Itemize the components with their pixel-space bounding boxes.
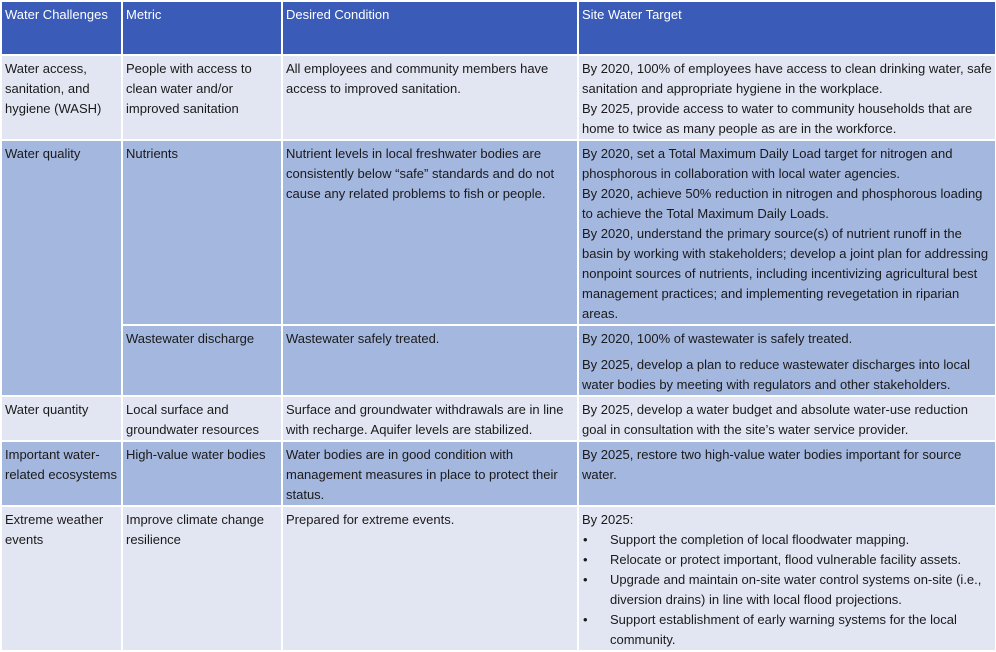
header-site-water-target: Site Water Target	[578, 1, 996, 55]
target-text: By 2025, develop a plan to reduce wastewater discharges into local water bodies by meeting with regulators and other stakeholders.	[582, 357, 971, 392]
target-text: By 2020, 100% of wastewater is safely treated.	[582, 331, 853, 346]
metric-cell: Wastewater discharge	[122, 325, 282, 396]
metric-cell: Improve climate change resilience	[122, 506, 282, 651]
bullet-text: Support the completion of local floodwater mapping.	[610, 532, 910, 547]
target-cell	[578, 55, 996, 140]
bullet-text: Support establishment of early warning systems for the local community.	[610, 612, 957, 647]
metric-cell: High-value water bodies	[122, 441, 282, 506]
challenge-cell: Water quantity	[1, 396, 122, 441]
bullet-icon: •	[583, 552, 588, 567]
table-row-ecosystems	[1, 441, 996, 506]
bullet-item	[582, 570, 992, 610]
header-water-challenges: Water Challenges	[1, 1, 122, 55]
table-row-nutrients	[1, 140, 996, 325]
metric-cell: Nutrients	[122, 140, 282, 325]
table-row-wastewater	[1, 325, 996, 396]
bullet-icon: •	[583, 572, 588, 587]
target-cell	[578, 396, 996, 441]
bullet-text: Relocate or protect important, flood vulnerable facility assets.	[610, 552, 962, 567]
bullet-text: Upgrade and maintain on-site water control systems on-site (i.e., diversion drains) in line with local flood projections.	[610, 572, 982, 607]
bullet-icon: •	[583, 532, 588, 547]
condition-cell: Surface and groundwater withdrawals are in line with recharge. Aquifer levels are stabilized.	[282, 396, 578, 441]
target-text: By 2020, understand the primary source(s) of nutrient runoff in the basin by working with stakeholders; develop a joint plan for addressing nonpoint sources of nutrients, including incentivizing agricultural best management practices; and implementing revegetation in riparian areas.	[582, 226, 989, 321]
target-intro: By 2025:	[582, 512, 634, 527]
target-cell	[578, 441, 996, 506]
challenge-cell: Extreme weather events	[1, 506, 122, 651]
table-row-wash	[1, 55, 996, 140]
target-text: By 2025, develop a water budget and absolute water-use reduction goal in consultation with the site’s water service provider.	[582, 402, 968, 437]
condition-cell: Wastewater safely treated.	[282, 325, 578, 396]
metric-cell: Local surface and groundwater resources	[122, 396, 282, 441]
condition-cell: Prepared for extreme events.	[282, 506, 578, 651]
bullet-icon: •	[583, 612, 588, 627]
header-desired-condition: Desired Condition	[282, 1, 578, 55]
header-row	[1, 1, 996, 55]
target-text: By 2020, set a Total Maximum Daily Load target for nitrogen and phosphorous in collaboration with local water agencies.	[582, 146, 953, 181]
condition-cell: Water bodies are in good condition with management measures in place to protect their status.	[282, 441, 578, 506]
header-metric: Metric	[122, 1, 282, 55]
target-text: By 2020, 100% of employees have access to clean drinking water, safe sanitation and appropriate hygiene in the workplace.	[582, 61, 992, 96]
target-text: By 2025, restore two high-value water bodies important for source water.	[582, 447, 962, 482]
condition-cell: Nutrient levels in local freshwater bodies are consistently below “safe” standards and do not cause any related problems to fish or people.	[282, 140, 578, 325]
challenge-cell: Important water-related ecosystems	[1, 441, 122, 506]
target-text: By 2025, provide access to water to community households that are home to twice as many people as are in the workforce.	[582, 101, 973, 136]
metric-cell: People with access to clean water and/or improved sanitation	[122, 55, 282, 140]
target-text: By 2020, achieve 50% reduction in nitrogen and phosphorous loading to achieve the Total Maximum Daily Loads.	[582, 186, 983, 221]
target-cell	[578, 506, 996, 651]
target-cell	[578, 140, 996, 325]
bullet-item	[582, 530, 992, 550]
table-row-quantity	[1, 396, 996, 441]
bullet-item	[582, 550, 992, 570]
target-cell	[578, 325, 996, 396]
challenge-cell: Water quality	[1, 140, 122, 396]
bullet-item	[582, 610, 992, 650]
target-bullet-list	[582, 530, 992, 650]
condition-cell: All employees and community members have access to improved sanitation.	[282, 55, 578, 140]
challenge-cell: Water access, sanitation, and hygiene (WASH)	[1, 55, 122, 140]
table-row-extreme	[1, 506, 996, 651]
